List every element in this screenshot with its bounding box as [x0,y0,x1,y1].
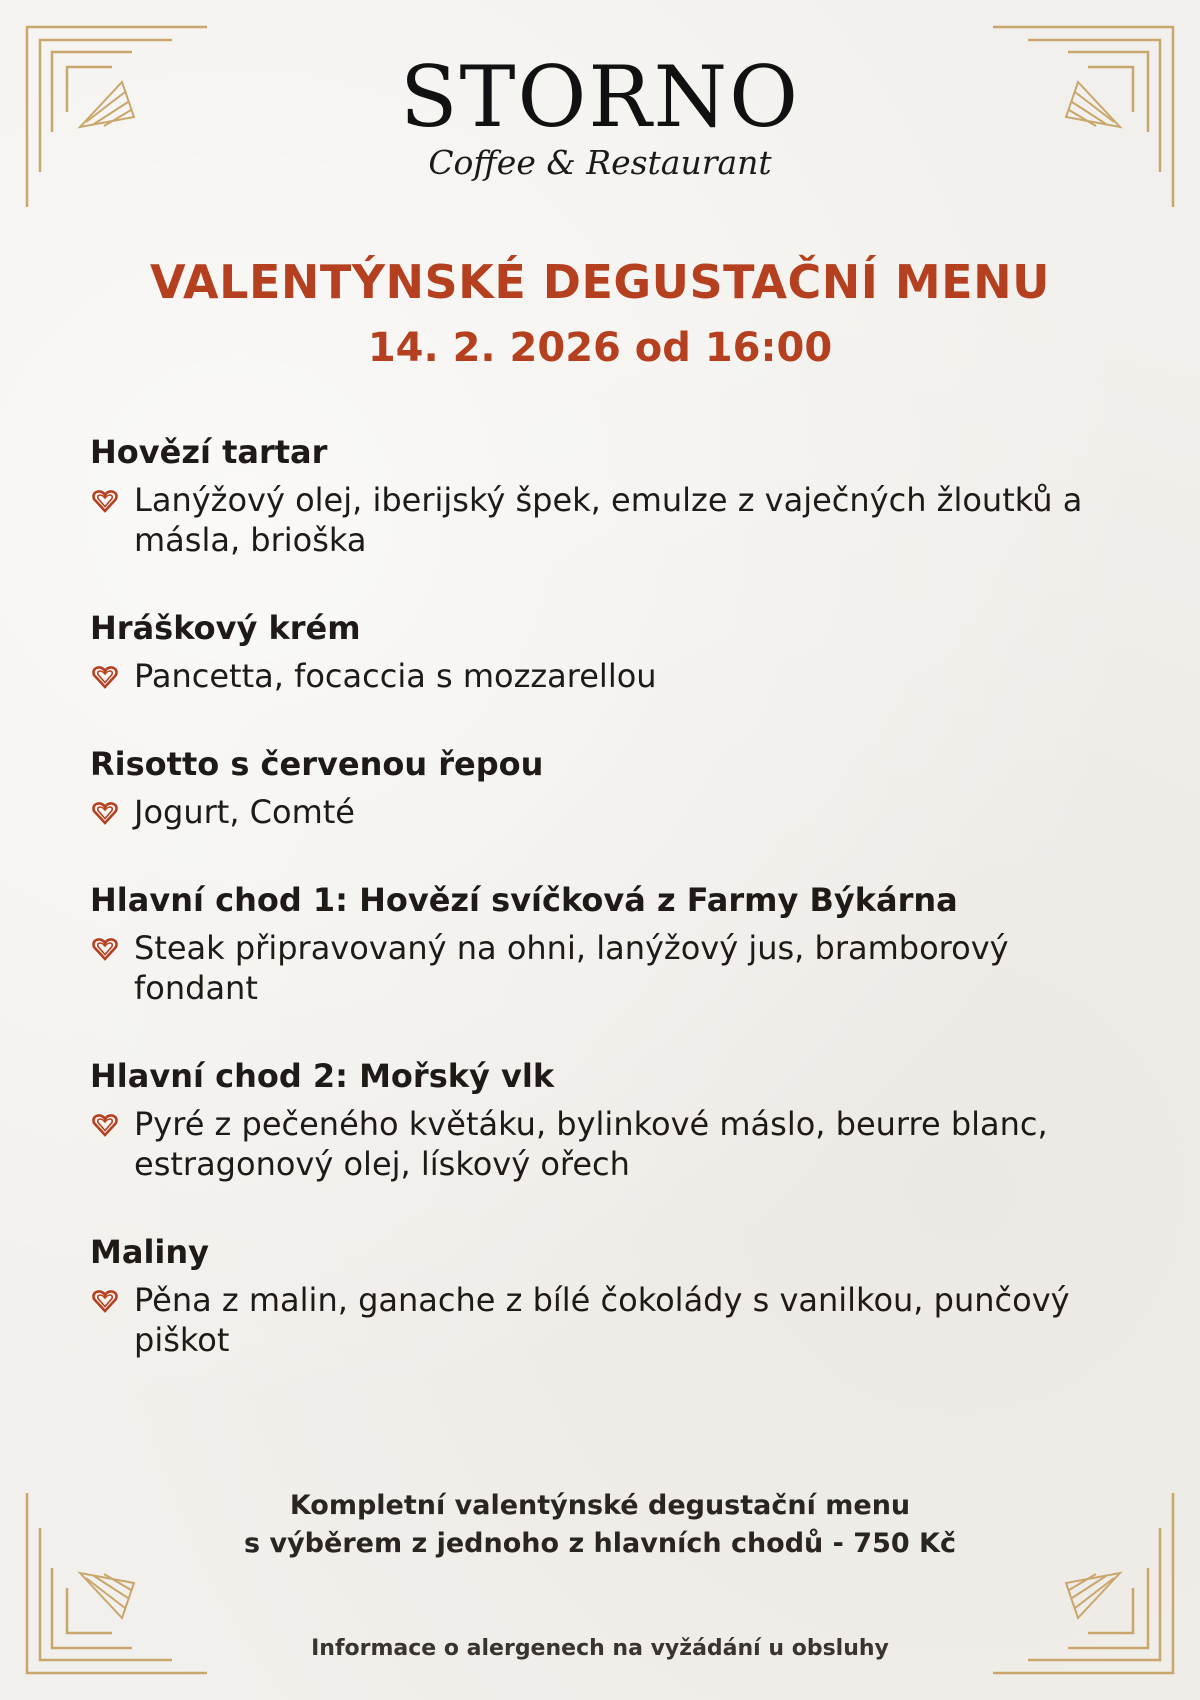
brand-logo [0,48,1200,182]
course-item [90,608,1130,696]
course-name: Hlavní chod 1: Hovězí svíčková z Farmy Býkárna [90,881,958,919]
course-item [90,432,1130,560]
course-name: Hlavní chod 2: Mořský vlk [90,1057,555,1095]
course-description-text: Lanýžový olej, iberijský špek, emulze z vaječných žloutků a másla, brioška [134,481,1083,559]
course-item [90,744,1130,832]
price-summary-line2: s výběrem z jednoho z hlavních chodů - 750 Kč [244,1528,956,1559]
menu-title: VALENTÝNSKÉ DEGUSTAČNÍ MENU [150,255,1050,309]
course-name: Hovězí tartar [90,433,328,471]
course-list [90,432,1130,1408]
course-name: Risotto s červenou řepou [90,745,544,783]
course-description-text: Pěna z malin, ganache z bílé čokolády s vanilkou, punčový piškot [134,1281,1070,1359]
menu-title-block [0,255,1200,371]
price-summary-line1: Kompletní valentýnské degustační menu [289,1490,911,1521]
course-item [90,1232,1130,1360]
course-item [90,880,1130,1008]
course-description-text: Pancetta, focaccia s mozzarellou [134,657,657,695]
heart-icon [90,1110,120,1140]
menu-date: 14. 2. 2026 od 16:00 [367,325,833,371]
course-description [90,928,1130,1008]
course-name: Maliny [90,1233,210,1271]
course-description-text: Steak připravovaný na ohni, lanýžový jus, bramborový fondant [134,929,1009,1007]
brand-name: STORNO [399,48,801,146]
course-description [90,480,1130,560]
heart-icon [90,1286,120,1316]
heart-icon [90,798,120,828]
course-description [90,1280,1130,1360]
course-description [90,656,1130,696]
course-description [90,1104,1130,1184]
heart-icon [90,662,120,692]
allergen-note: Informace o alergenech na vyžádání u obsluhy [311,1636,889,1661]
heart-icon [90,934,120,964]
course-description [90,792,1130,832]
price-summary [0,1487,1200,1563]
course-description-text: Jogurt, Comté [134,793,355,831]
course-item [90,1056,1130,1184]
heart-icon [90,486,120,516]
course-description-text: Pyré z pečeného květáku, bylinkové máslo, beurre blanc, estragonový olej, lískový ořech [134,1105,1048,1183]
brand-subtitle: Coffee & Restaurant [428,143,772,182]
course-name: Hráškový krém [90,609,361,647]
